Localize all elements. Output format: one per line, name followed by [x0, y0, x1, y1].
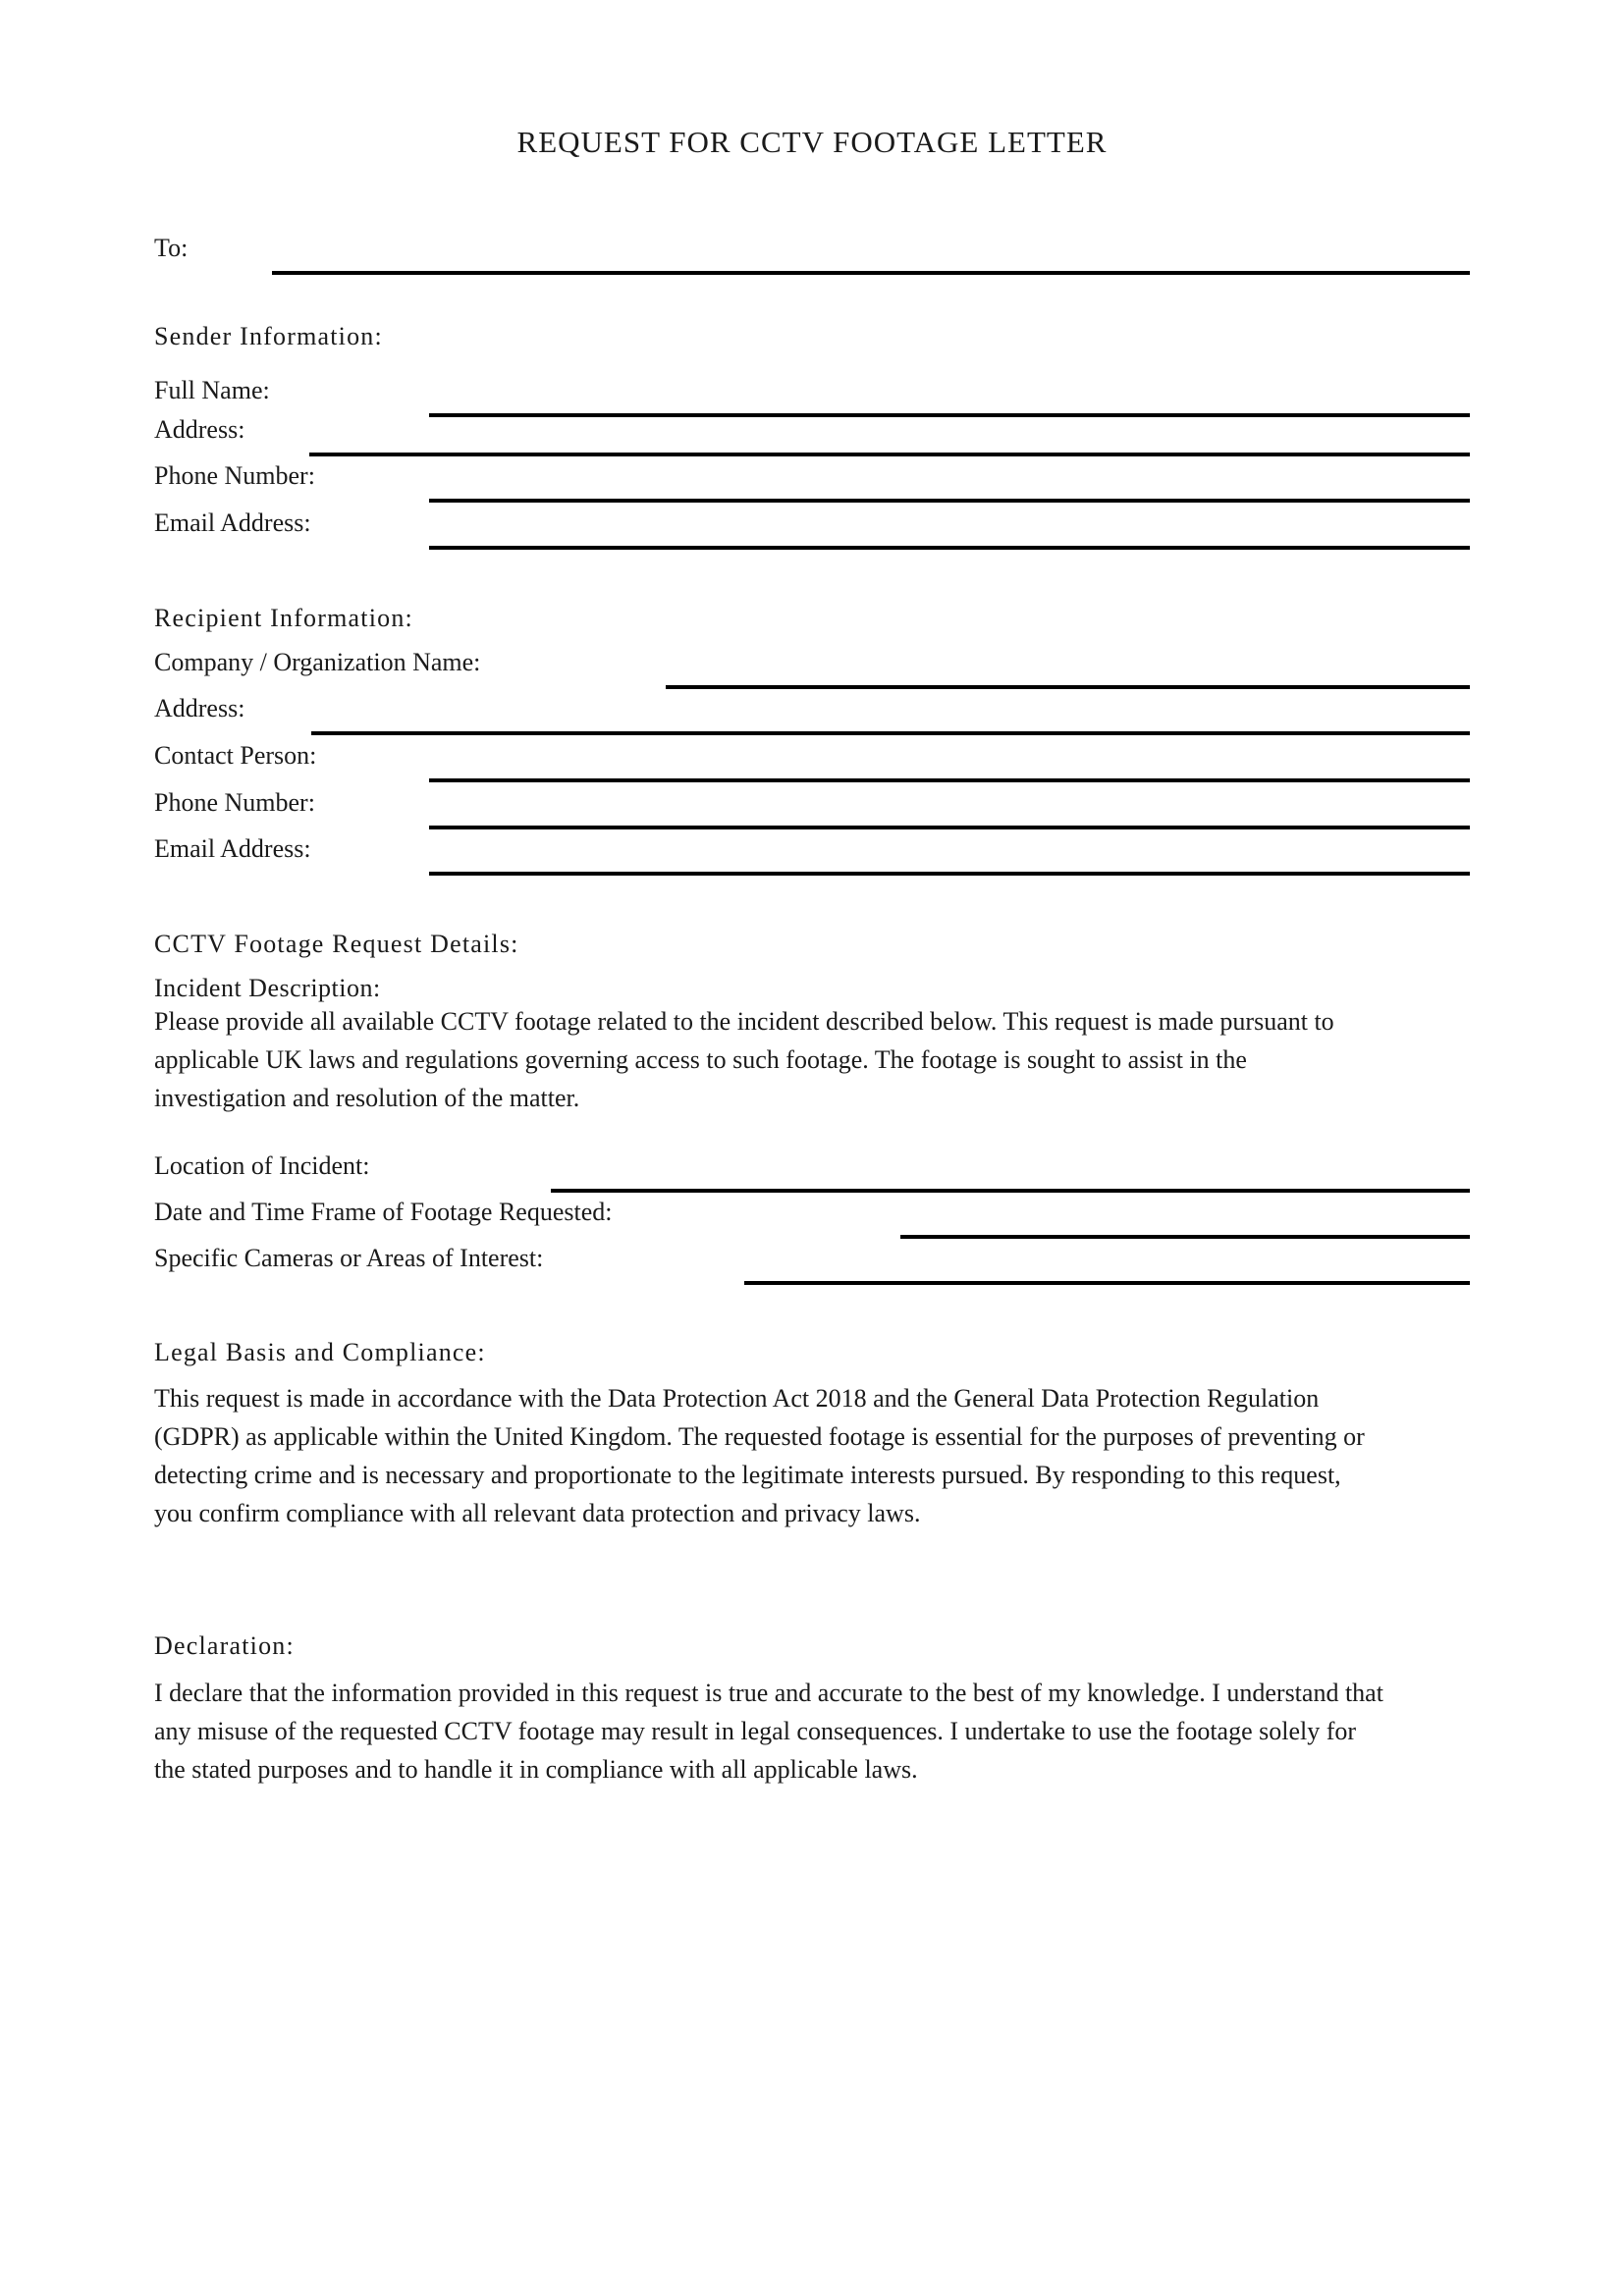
incident-description-label: Incident Description: — [154, 974, 381, 1002]
field-row-specific-cameras — [154, 1242, 1470, 1287]
incident-description-paragraph — [154, 1002, 1470, 1117]
sender-section-heading: Sender Information: — [154, 322, 383, 350]
recipient-email-input-line[interactable] — [429, 872, 1470, 876]
sender-phone-input-line[interactable] — [429, 499, 1470, 503]
sender-address-input-line[interactable] — [309, 453, 1470, 456]
legal-line-3: detecting crime and is necessary and proportionate to the legitimate interests pursued. By responding to this request, — [154, 1461, 1341, 1489]
incident-location-input-line[interactable] — [551, 1189, 1470, 1193]
to-label: To: — [154, 234, 189, 262]
recipient-address-label: Address: — [154, 694, 245, 722]
legal-paragraph — [154, 1379, 1470, 1532]
sender-address-label: Address: — [154, 415, 245, 444]
field-row-incident-location — [154, 1149, 1470, 1195]
recipient-company-input-line[interactable] — [666, 685, 1470, 689]
declaration-paragraph — [154, 1674, 1470, 1789]
recipient-phone-input-line[interactable] — [429, 826, 1470, 829]
sender-full-name-label: Full Name: — [154, 376, 270, 404]
field-row-recipient-address — [154, 692, 1470, 737]
specific-cameras-label: Specific Cameras or Areas of Interest: — [154, 1244, 544, 1272]
recipient-contact-label: Contact Person: — [154, 741, 317, 770]
to-input-line[interactable] — [272, 271, 1470, 275]
incident-description-line-2: applicable UK laws and regulations governing access to such footage. The footage is sought to assist in the — [154, 1045, 1247, 1074]
incident-location-label: Location of Incident: — [154, 1151, 370, 1180]
field-row-footage-datetime — [154, 1196, 1470, 1241]
declaration-line-3: the stated purposes and to handle it in compliance with all applicable laws. — [154, 1755, 918, 1784]
declaration-section-heading: Declaration: — [154, 1631, 295, 1660]
recipient-section-heading: Recipient Information: — [154, 604, 413, 632]
declaration-line-2: any misuse of the requested CCTV footage may result in legal consequences. I undertake to use the footage solely for — [154, 1717, 1357, 1745]
specific-cameras-input-line[interactable] — [744, 1281, 1470, 1285]
sender-phone-label: Phone Number: — [154, 461, 315, 490]
sender-email-label: Email Address: — [154, 508, 311, 537]
incident-description-line-3: investigation and resolution of the matter. — [154, 1084, 580, 1112]
field-row-recipient-email — [154, 832, 1470, 878]
field-row-recipient-company — [154, 646, 1470, 691]
legal-line-2: (GDPR) as applicable within the United Kingdom. The requested footage is essential for the purposes of preventing or — [154, 1422, 1365, 1451]
sender-email-input-line[interactable] — [429, 546, 1470, 550]
recipient-address-input-line[interactable] — [311, 731, 1470, 735]
field-row-to — [154, 232, 1470, 277]
page-title: REQUEST FOR CCTV FOOTAGE LETTER — [516, 125, 1108, 159]
legal-section-heading: Legal Basis and Compliance: — [154, 1338, 486, 1366]
declaration-line-1: I declare that the information provided in this request is true and accurate to the best of my knowledge. I understand that — [154, 1679, 1383, 1707]
recipient-company-label: Company / Organization Name: — [154, 648, 481, 676]
field-row-sender-address — [154, 413, 1470, 458]
recipient-phone-label: Phone Number: — [154, 788, 315, 817]
incident-description-line-1: Please provide all available CCTV footage related to the incident described below. This request is made pursuant to — [154, 1007, 1334, 1036]
recipient-email-label: Email Address: — [154, 834, 311, 863]
footage-datetime-label: Date and Time Frame of Footage Requested: — [154, 1198, 613, 1226]
field-row-recipient-phone — [154, 786, 1470, 831]
recipient-contact-input-line[interactable] — [429, 778, 1470, 782]
field-row-sender-phone — [154, 459, 1470, 505]
cctv-section-heading: CCTV Footage Request Details: — [154, 930, 519, 958]
legal-line-1: This request is made in accordance with the Data Protection Act 2018 and the General Data Protection Regulation — [154, 1384, 1320, 1413]
field-row-sender-email — [154, 507, 1470, 552]
legal-line-4: you confirm compliance with all relevant data protection and privacy laws. — [154, 1499, 921, 1527]
field-row-recipient-contact — [154, 739, 1470, 784]
footage-datetime-input-line[interactable] — [900, 1235, 1470, 1239]
